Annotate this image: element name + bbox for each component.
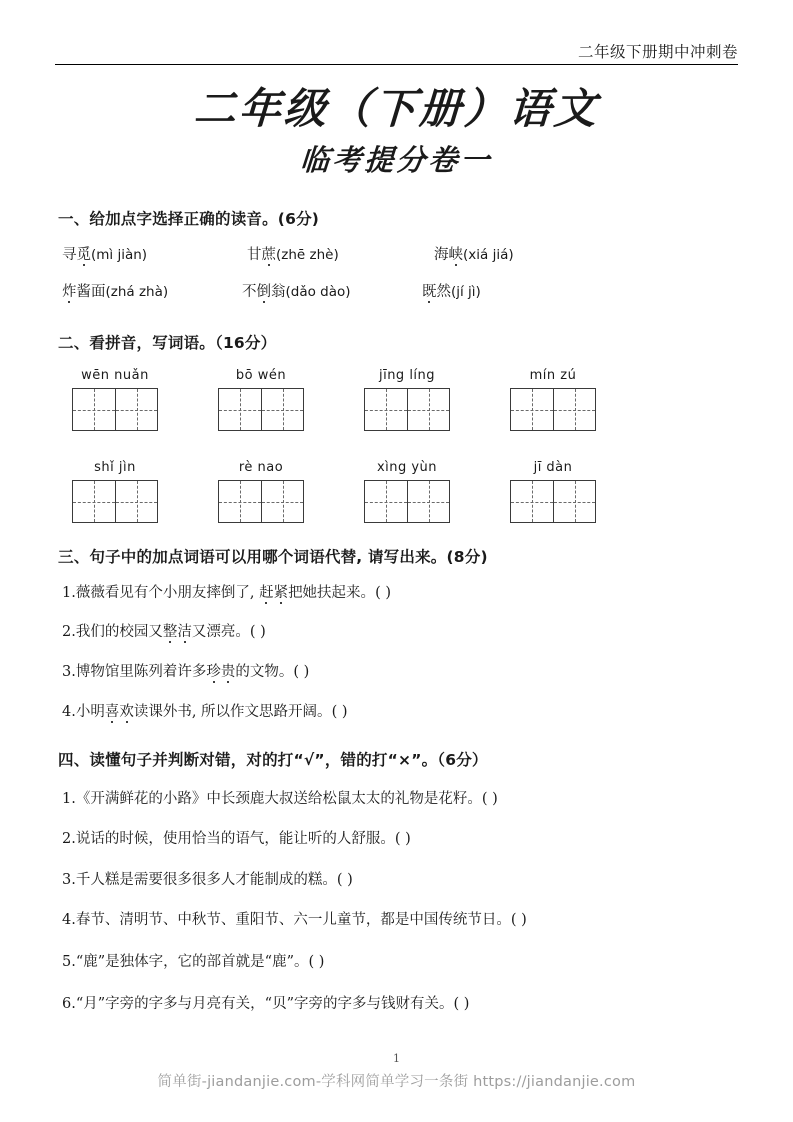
answer-blank[interactable]: ( )	[293, 664, 310, 680]
word-text: 甘	[247, 247, 262, 263]
answer-blank[interactable]: ( )	[510, 912, 527, 928]
marked-word	[206, 664, 235, 680]
pinyin-options[interactable]: (mì jiàn)	[91, 247, 148, 263]
page-subtitle: 临考提分卷一	[299, 143, 494, 177]
tianzige-cell[interactable]	[511, 481, 553, 522]
pinyin-choice-item[interactable]	[434, 243, 514, 264]
marked-character: 整	[163, 620, 178, 641]
pinyin-label: jī dàn	[533, 460, 573, 475]
tianzige-cell[interactable]	[261, 389, 303, 430]
writing-grid-item	[72, 458, 158, 523]
pinyin-label: wēn nuǎn	[81, 368, 149, 383]
marked-character: 紧	[274, 581, 289, 602]
pinyin-label: jīng líng	[378, 368, 436, 383]
tianzige-cell[interactable]	[73, 481, 115, 522]
tianzige-cell[interactable]	[365, 389, 407, 430]
section-4-item	[62, 950, 324, 971]
tianzige-box[interactable]	[510, 388, 596, 431]
pinyin-label: shǐ jìn	[94, 460, 136, 475]
marked-character: 既	[422, 280, 437, 301]
tianzige-cell[interactable]	[407, 481, 449, 522]
pinyin-choice-item[interactable]	[247, 243, 339, 264]
section-3-item	[62, 660, 309, 681]
pinyin-choice-item[interactable]	[242, 280, 351, 301]
section-1-heading: 一、给加点字选择正确的读音。(6分)	[58, 210, 320, 228]
section-4-item	[62, 868, 353, 889]
statement-text: “月”字旁的字多与月亮有关，“贝”字旁的字多与钱财有关。	[75, 996, 454, 1012]
answer-blank[interactable]: ( )	[331, 704, 348, 720]
sentence-text: 博物馆里陈列着许多	[75, 664, 207, 680]
statement-text: “鹿”是独体字，它的部首就是“鹿”。	[75, 954, 309, 970]
marked-character: 赶	[259, 581, 274, 602]
tianzige-cell[interactable]	[115, 389, 157, 430]
page-title: 二年级（下册）语文	[192, 84, 601, 133]
tianzige-cell[interactable]	[553, 481, 595, 522]
answer-blank[interactable]: ( )	[249, 624, 266, 640]
marked-word	[105, 704, 134, 720]
page-number: 1	[393, 1052, 400, 1065]
item-number: 6.	[62, 996, 76, 1012]
sentence-text: 薇薇看见有个小朋友摔倒了,	[75, 585, 260, 601]
tianzige-cell[interactable]	[407, 389, 449, 430]
sentence-text: 读课外书, 所以作文思路开阔。	[133, 704, 332, 720]
section-2-writing-grids	[0, 366, 793, 550]
statement-text: 春节、清明节、中秋节、重阳节、六一儿童节，都是中国传统节日。	[75, 912, 511, 928]
section-3-item	[62, 700, 348, 721]
tianzige-cell[interactable]	[365, 481, 407, 522]
section-4-item	[62, 827, 411, 848]
item-number: 4.	[62, 912, 76, 928]
item-number: 2.	[62, 831, 76, 847]
writing-grid-row	[0, 458, 793, 550]
word-text: 翁	[271, 284, 286, 300]
answer-blank[interactable]: ( )	[394, 831, 411, 847]
page-header	[55, 40, 738, 70]
word-text: 酱面	[76, 284, 106, 300]
writing-grid-item	[510, 458, 596, 523]
section-3-heading: 三、句子中的加点词语可以用哪个词语代替, 请写出来。(8分)	[58, 548, 488, 566]
section-2-heading: 二、看拼音，写词语。（16分）	[58, 334, 277, 352]
item-number: 4.	[62, 704, 76, 720]
marked-character: 觅	[77, 243, 92, 264]
tianzige-cell[interactable]	[261, 481, 303, 522]
pinyin-label: bō wén	[235, 368, 287, 383]
tianzige-box[interactable]	[364, 388, 450, 431]
pinyin-options[interactable]: (zhē zhè)	[276, 247, 339, 263]
tianzige-box[interactable]	[510, 480, 596, 523]
item-number: 5.	[62, 954, 76, 970]
word-text: 然	[436, 284, 451, 300]
answer-blank[interactable]: ( )	[453, 996, 470, 1012]
statement-text: 千人糕是需要很多很多人才能制成的糕。	[75, 872, 337, 888]
marked-character: 蔗	[262, 243, 277, 264]
marked-word	[163, 624, 192, 640]
section-3-item	[62, 620, 266, 641]
pinyin-choice-item[interactable]	[422, 280, 481, 301]
tianzige-cell[interactable]	[115, 481, 157, 522]
writing-grid-item	[72, 366, 158, 431]
pinyin-choice-item[interactable]	[62, 280, 168, 301]
answer-blank[interactable]: ( )	[336, 872, 353, 888]
section-4-heading: 四、读懂句子并判断对错，对的打“√”，错的打“×”。（6分）	[58, 751, 488, 769]
tianzige-cell[interactable]	[73, 389, 115, 430]
sentence-text: 的文物。	[235, 664, 294, 680]
tianzige-cell[interactable]	[219, 481, 261, 522]
section-4-item	[62, 992, 469, 1013]
pinyin-label: mín zú	[529, 368, 577, 383]
writing-grid-item	[364, 458, 450, 523]
pinyin-label: xìng yùn	[376, 460, 438, 475]
marked-character: 珍	[206, 660, 221, 681]
item-number: 1.	[62, 585, 76, 601]
answer-blank[interactable]: ( )	[481, 791, 498, 807]
tianzige-box[interactable]	[218, 480, 304, 523]
marked-character: 贵	[221, 660, 236, 681]
statement-text: 《开满鲜花的小路》中长颈鹿大叔送给松鼠太太的礼物是花籽。	[75, 791, 482, 807]
marked-character: 欢	[119, 700, 134, 721]
pinyin-options[interactable]: (jí jì)	[451, 284, 481, 300]
pinyin-options[interactable]: (dǎo dào)	[285, 284, 351, 300]
marked-word	[259, 585, 288, 601]
sentence-text: 又漂亮。	[191, 624, 250, 640]
tianzige-box[interactable]	[72, 388, 158, 431]
header-title: 二年级下册期中冲刺卷	[577, 43, 738, 61]
word-text: 不	[242, 284, 257, 300]
writing-grid-item	[218, 458, 304, 523]
writing-grid-item	[510, 366, 596, 431]
tianzige-cell[interactable]	[553, 389, 595, 430]
pinyin-choice-item[interactable]	[62, 243, 147, 264]
pinyin-options[interactable]: (zhá zhà)	[105, 284, 169, 300]
writing-grid-row	[0, 366, 793, 458]
item-number: 1.	[62, 791, 76, 807]
tianzige-cell[interactable]	[219, 389, 261, 430]
tianzige-box[interactable]	[218, 388, 304, 431]
item-number: 3.	[62, 872, 76, 888]
answer-blank[interactable]: ( )	[375, 585, 391, 601]
marked-character: 炸	[62, 280, 77, 301]
item-number: 2.	[62, 624, 76, 640]
marked-character: 洁	[177, 620, 192, 641]
marked-character: 倒	[257, 280, 272, 301]
watermark: 简单街-jiandanjie.com-学科网简单学习一条街 https://jiandanjie.com	[157, 1074, 636, 1090]
writing-grid-item	[364, 366, 450, 431]
statement-text: 说话的时候，使用恰当的语气，能让听的人舒服。	[75, 831, 395, 847]
pinyin-label: rè nao	[238, 460, 284, 475]
answer-blank[interactable]: ( )	[308, 954, 325, 970]
item-number: 3.	[62, 664, 76, 680]
sentence-text: 小明	[75, 704, 105, 720]
writing-grid-item	[218, 366, 304, 431]
word-text: 寻	[62, 247, 77, 263]
section-4-item	[62, 908, 527, 929]
header-divider	[55, 64, 738, 65]
pinyin-options[interactable]: (xiá jiá)	[463, 247, 514, 263]
section-4-item	[62, 787, 498, 808]
marked-character: 喜	[105, 700, 120, 721]
sentence-text: 把她扶起来。	[288, 585, 376, 601]
tianzige-box[interactable]	[72, 480, 158, 523]
sentence-text: 我们的校园又	[75, 624, 163, 640]
tianzige-box[interactable]	[364, 480, 450, 523]
section-3-item	[62, 581, 391, 602]
word-text: 海	[434, 247, 449, 263]
marked-character: 峡	[449, 243, 464, 264]
tianzige-cell[interactable]	[511, 389, 553, 430]
